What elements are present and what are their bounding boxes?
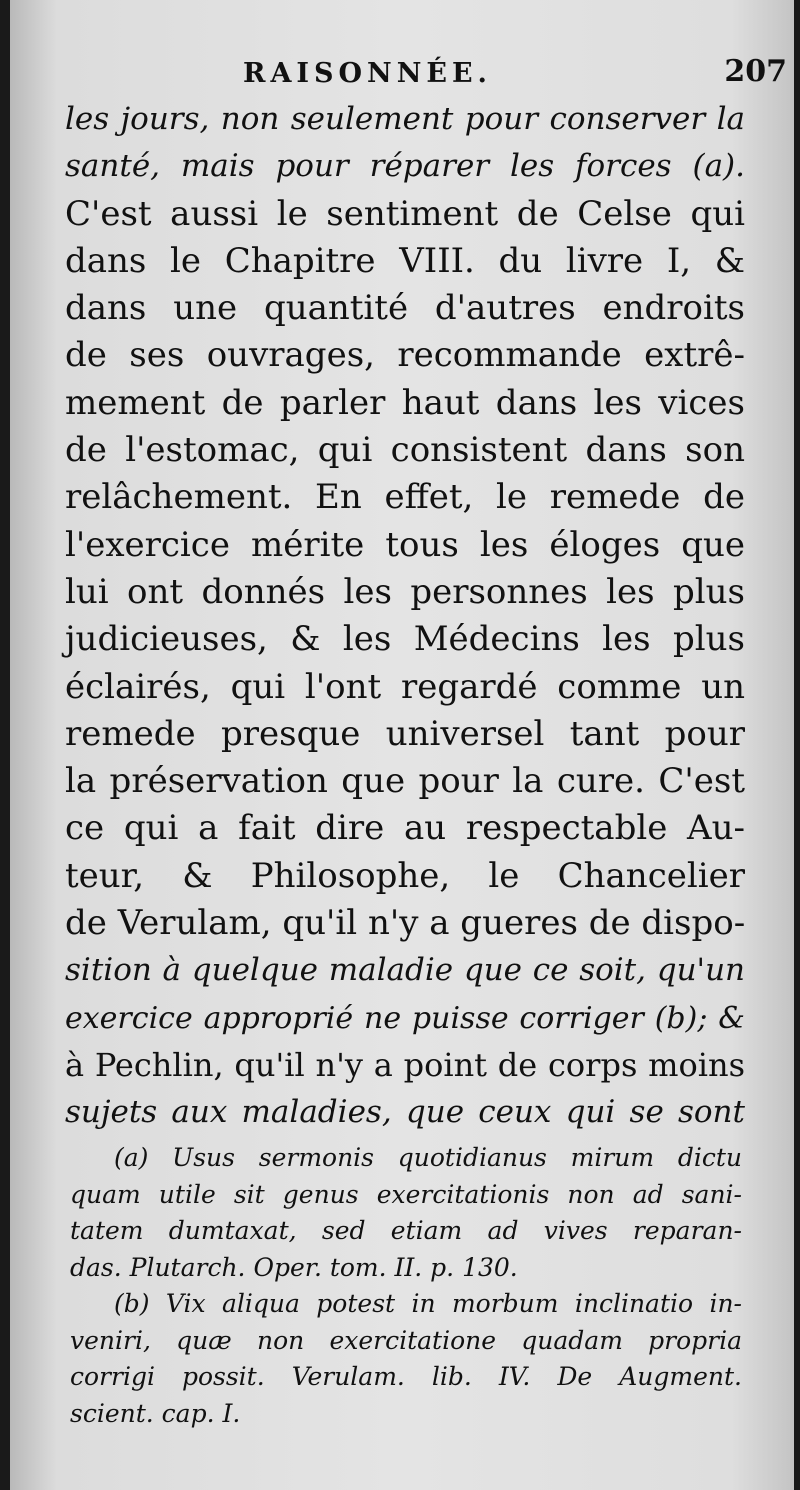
footnotes: [70, 1140, 742, 1432]
text-line: ce qui a fait dire au respectable Au-: [65, 808, 745, 849]
book-page: [10, 0, 794, 1490]
page-header: [10, 52, 794, 92]
text-line: la préservation que pour la cure. C'est: [65, 761, 745, 802]
text-line: exercice approprié ne puisse corriger (b); &: [65, 1000, 745, 1036]
body-text: [65, 96, 745, 1137]
text-line: de l'estomac, qui consistent dans son: [65, 430, 745, 471]
text-line: sujets aux maladies, que ceux qui se sont: [65, 1094, 745, 1131]
text-line: relâchement. En effet, le remede de: [65, 477, 745, 518]
text-line: C'est aussi le sentiment de Celse qui: [65, 193, 745, 234]
text-line: judicieuses, & les Médecins les plus: [65, 619, 745, 660]
text-line: à Pechlin, qu'il n'y a point de corps moins: [65, 1045, 745, 1084]
footnote-line: tatem dumtaxat, sed etiam ad vives reparan-: [70, 1216, 742, 1245]
footnote-line: (b) Vix aliqua potest in morbum inclinatio in-: [114, 1289, 742, 1318]
text-line: dans une quantité d'autres endroits: [65, 288, 745, 329]
footnote-line: veniri, quæ non exercitatione quadam propria: [70, 1325, 742, 1355]
text-line: éclairés, qui l'ont regardé comme un: [65, 666, 745, 707]
footnote-line: corrigi possit. Verulam. lib. IV. De Augment.: [70, 1362, 742, 1391]
page-number: 207: [724, 54, 787, 89]
footnote-line: quam utile sit genus exercitationis non ad sani-: [70, 1179, 742, 1209]
text-line: sition à quelque maladie que ce soit, qu'un: [65, 952, 745, 989]
text-line: les jours, non seulement pour conserver la: [65, 101, 745, 137]
footnote-b: [70, 1286, 742, 1432]
text-line: lui ont donnés les personnes les plus: [65, 571, 745, 612]
text-line: santé, mais pour réparer les forces (a).: [65, 148, 745, 185]
text-line: l'exercice mérite tous les éloges que: [65, 524, 745, 565]
text-line: de Verulam, qu'il n'y a gueres de dispo-: [65, 903, 746, 944]
running-head: RAISONNÉE.: [243, 58, 492, 89]
text-line: teur, & Philosophe, le Chancelier: [65, 855, 745, 896]
text-line: mement de parler haut dans les vices: [65, 382, 745, 423]
footnote-line: das. Plutarch. Oper. tom. II. p. 130.: [70, 1252, 518, 1282]
footnote-a: [70, 1140, 742, 1286]
text-line: dans le Chapitre VIII. du livre I, &: [65, 240, 745, 281]
text-line: remede presque universel tant pour: [65, 713, 745, 754]
text-line: de ses ouvrages, recommande extrê-: [65, 335, 745, 376]
footnote-line: (a) Usus sermonis quotidianus mirum dictu: [114, 1143, 742, 1172]
footnote-line: scient. cap. I.: [70, 1398, 241, 1428]
